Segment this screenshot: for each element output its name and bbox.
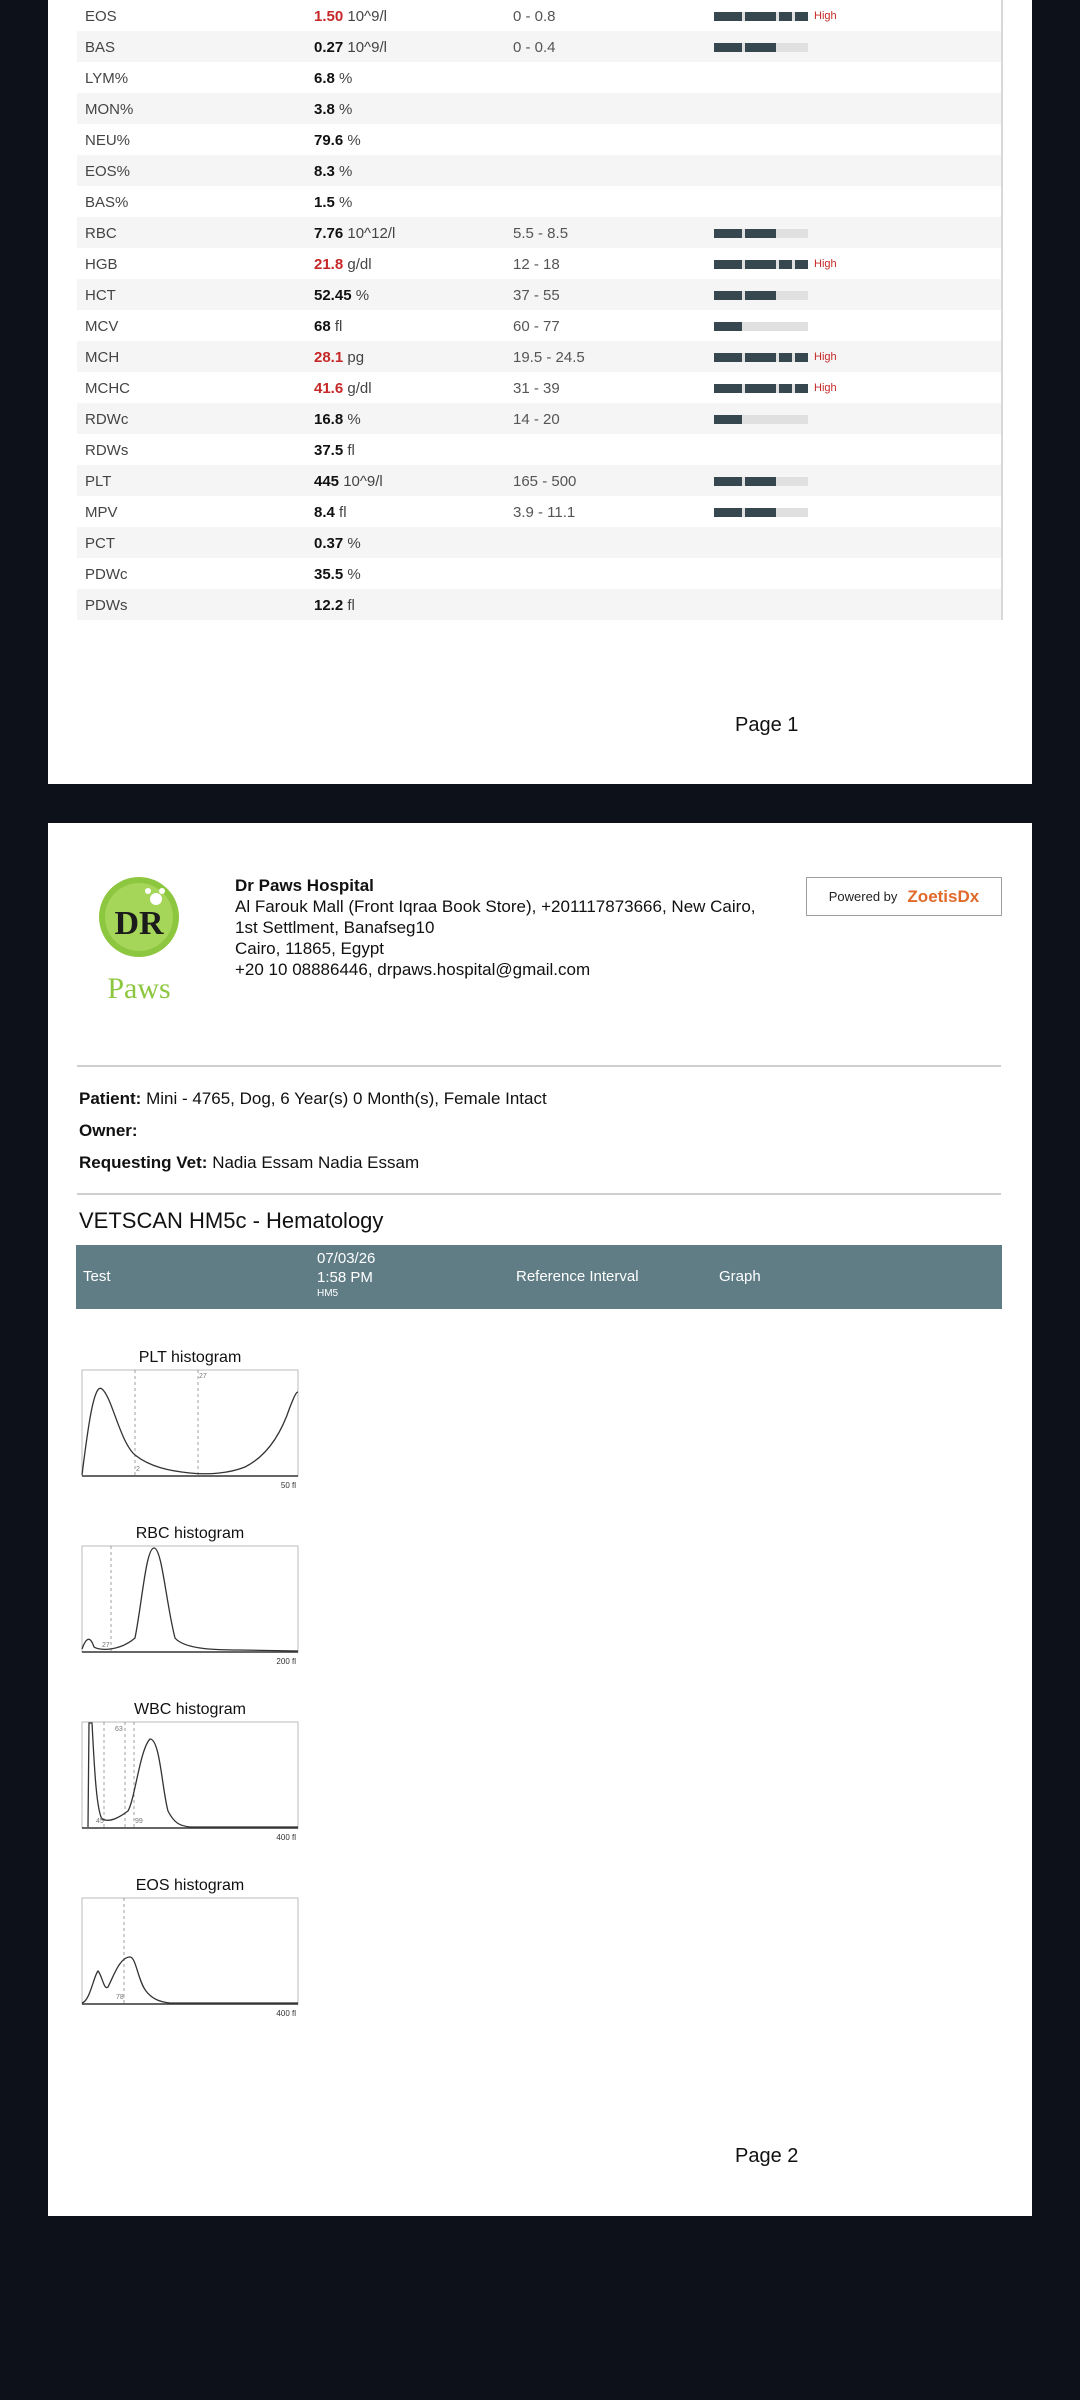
result-unit: %	[355, 287, 370, 304]
test-result	[314, 256, 372, 273]
test-result	[314, 411, 361, 428]
reference-interval: 60 - 77	[513, 318, 560, 335]
histogram-title: WBC histogram	[133, 1701, 247, 1718]
test-result	[314, 70, 352, 87]
range-graph-segment	[745, 477, 776, 486]
histogram-axis-label: 400 fl	[276, 1833, 296, 1842]
range-graph	[714, 12, 808, 21]
result-value: 8.3	[314, 163, 335, 180]
result-value: 41.6	[314, 380, 344, 397]
hospital-contact: +20 10 08886446, drpaws.hospital@gmail.com	[235, 960, 591, 979]
histogram-axis-label: 50 fl	[280, 1481, 296, 1490]
histogram-plot	[80, 1719, 300, 1849]
result-value: 68	[314, 318, 331, 335]
vet-value: Nadia Essam Nadia Essam	[212, 1153, 420, 1172]
result-unit: %	[347, 132, 361, 149]
result-unit: %	[339, 163, 353, 180]
reference-interval: 31 - 39	[513, 380, 560, 397]
range-graph-segment	[714, 229, 742, 238]
test-result	[314, 349, 364, 366]
result-unit: %	[339, 101, 353, 118]
powered-by-label: Powered by	[828, 889, 898, 904]
reference-interval: 165 - 500	[513, 473, 577, 490]
header-graph: Graph	[719, 1268, 761, 1285]
test-result	[314, 318, 342, 335]
owner-label: Owner:	[79, 1121, 138, 1140]
table-row	[77, 527, 1001, 558]
test-result	[314, 225, 395, 242]
result-unit: fl	[347, 442, 355, 459]
histogram-title: EOS histogram	[135, 1877, 245, 1894]
table-row	[77, 372, 1001, 403]
result-value: 3.8	[314, 101, 335, 118]
table-row	[77, 434, 1001, 465]
range-graph-segment	[714, 477, 742, 486]
reference-interval: 19.5 - 24.5	[513, 349, 585, 366]
result-value: 445	[314, 473, 340, 490]
histogram-marker: 63	[115, 1726, 123, 1733]
test-name: PDWc	[85, 566, 128, 583]
result-value: 79.6	[314, 132, 344, 149]
test-name: RDWc	[85, 411, 129, 428]
range-graph-segment	[714, 415, 742, 424]
range-graph	[714, 477, 808, 486]
histogram-marker: 27	[199, 1373, 207, 1380]
test-result	[314, 566, 361, 583]
histogram-axis-label: 200 fl	[276, 1657, 296, 1666]
reference-interval: 5.5 - 8.5	[513, 225, 569, 242]
range-graph	[714, 384, 808, 393]
table-row	[77, 217, 1001, 248]
powered-by-badge	[806, 877, 1002, 916]
logo-wordmark: Paws	[107, 972, 171, 1005]
range-graph-segment	[745, 260, 776, 269]
test-name: MCH	[85, 349, 120, 366]
histogram-marker: 99	[135, 1818, 143, 1825]
table-row	[77, 558, 1001, 589]
vet-line	[79, 1153, 419, 1173]
test-name: NEU%	[85, 132, 131, 149]
divider	[77, 1065, 1001, 1067]
test-result	[314, 473, 383, 490]
test-name: LYM%	[85, 70, 129, 87]
result-value: 16.8	[314, 411, 344, 428]
result-unit: %	[339, 194, 353, 211]
reference-interval: 3.9 - 11.1	[513, 504, 576, 521]
table-row	[77, 279, 1001, 310]
table-row	[77, 93, 1001, 124]
divider	[77, 1193, 1001, 1195]
result-unit: fl	[339, 504, 347, 521]
result-value: 0.37	[314, 535, 344, 552]
result-value: 8.4	[314, 504, 335, 521]
range-graph-segment	[779, 384, 792, 393]
logo-initials: DR	[114, 905, 164, 942]
test-name: EOS	[85, 8, 117, 25]
high-flag: High	[814, 258, 837, 270]
test-result	[314, 101, 352, 118]
result-value: 7.76	[314, 225, 344, 242]
result-value: 0.27	[314, 39, 344, 56]
table-row	[77, 465, 1001, 496]
patient-value: Mini - 4765, Dog, 6 Year(s) 0 Month(s), Female Intact	[146, 1089, 547, 1108]
test-result	[314, 39, 387, 56]
range-graph	[714, 353, 808, 362]
reference-interval: 37 - 55	[513, 287, 560, 304]
test-name: MPV	[85, 504, 118, 521]
test-name: HGB	[85, 256, 118, 273]
range-graph-segment	[714, 12, 742, 21]
histogram-plot	[80, 1895, 300, 2025]
range-graph	[714, 229, 808, 238]
test-name: HCT	[85, 287, 116, 304]
range-graph-segment	[714, 322, 742, 331]
result-unit: fl	[347, 597, 355, 614]
test-result	[314, 163, 352, 180]
page-number: Page 2	[735, 2145, 799, 2167]
table-row	[77, 62, 1001, 93]
range-graph-segment	[795, 260, 808, 269]
table-header	[76, 1245, 1002, 1309]
report-page-1	[48, 0, 1032, 784]
range-graph	[714, 508, 808, 517]
histogram-title: RBC histogram	[135, 1525, 245, 1542]
owner-line	[79, 1121, 138, 1141]
reference-interval: 14 - 20	[513, 411, 560, 428]
range-graph-segment	[779, 353, 792, 362]
test-result	[314, 8, 387, 25]
result-value: 6.8	[314, 70, 335, 87]
table-row	[77, 496, 1001, 527]
header-test: Test	[83, 1268, 111, 1285]
histogram-marker: 78	[116, 1994, 124, 2001]
histogram-plot	[80, 1367, 300, 1497]
range-graph	[714, 415, 808, 424]
range-graph	[714, 322, 808, 331]
result-value: 1.5	[314, 194, 335, 211]
range-graph-segment	[714, 43, 742, 52]
result-value: 1.50	[314, 8, 344, 25]
range-graph-segment	[795, 384, 808, 393]
patient-line	[79, 1089, 547, 1109]
test-name: PDWs	[85, 597, 128, 614]
result-unit: pg	[347, 349, 365, 366]
table-row	[77, 403, 1001, 434]
test-name: RBC	[85, 225, 117, 242]
range-graph-segment	[795, 12, 808, 21]
results-table	[77, 0, 1003, 620]
test-result	[314, 442, 355, 459]
zoetisdx-brand: ZoetisDx	[907, 886, 980, 906]
hospital-address-line1: Al Farouk Mall (Front Iqraa Book Store), +201117873666, New Cairo,	[235, 897, 756, 916]
range-graph	[714, 291, 808, 300]
histogram-marker: 2	[136, 1466, 140, 1473]
page-number: Page 1	[735, 714, 799, 736]
hospital-address-line2: 1st Settlment, Banafseg10	[235, 918, 435, 937]
test-result	[314, 194, 352, 211]
result-unit: %	[347, 535, 361, 552]
range-graph-segment	[745, 508, 776, 517]
histogram-marker: 27	[102, 1642, 110, 1649]
result-value: 12.2	[314, 597, 344, 614]
result-value: 28.1	[314, 349, 344, 366]
table-row	[77, 186, 1001, 217]
range-graph-segment	[714, 291, 742, 300]
range-graph-segment	[745, 353, 776, 362]
hospital-info	[235, 875, 756, 980]
test-result	[314, 535, 361, 552]
result-value: 21.8	[314, 256, 344, 273]
table-row	[77, 0, 1001, 31]
vet-label: Requesting Vet:	[79, 1153, 208, 1172]
table-row	[77, 589, 1001, 620]
table-row	[77, 31, 1001, 62]
result-unit: g/dl	[347, 256, 372, 273]
result-unit: g/dl	[347, 380, 372, 397]
reference-interval: 12 - 18	[513, 256, 560, 273]
range-graph-segment	[745, 43, 776, 52]
test-name: PLT	[85, 473, 112, 490]
result-unit: %	[347, 566, 361, 583]
table-row	[77, 310, 1001, 341]
range-graph	[714, 260, 808, 269]
histogram-marker: 45	[96, 1818, 104, 1825]
range-graph-segment	[779, 260, 792, 269]
table-row	[77, 248, 1001, 279]
result-value: 52.45	[314, 287, 352, 304]
histogram-plot	[80, 1543, 300, 1673]
reference-interval: 0 - 0.8	[513, 8, 556, 25]
result-unit: 10^12/l	[347, 225, 396, 242]
section-title: VETSCAN HM5c - Hematology	[79, 1208, 384, 1233]
test-result	[314, 504, 347, 521]
header-device: HM5	[317, 1288, 339, 1299]
high-flag: High	[814, 351, 837, 363]
range-graph-segment	[714, 508, 742, 517]
table-row	[77, 341, 1001, 372]
test-name: MCHC	[85, 380, 130, 397]
range-graph-segment	[745, 229, 776, 238]
high-flag: High	[814, 382, 837, 394]
result-value: 37.5	[314, 442, 344, 459]
header-time: 1:58 PM	[317, 1269, 373, 1286]
report-page-2	[48, 823, 1032, 2216]
result-unit: 10^9/l	[343, 473, 383, 490]
test-name: EOS%	[85, 163, 131, 180]
histogram-title: PLT histogram	[138, 1349, 242, 1366]
result-unit: fl	[334, 318, 343, 335]
test-name: MCV	[85, 318, 119, 335]
result-unit: 10^9/l	[347, 8, 387, 25]
range-graph	[714, 43, 808, 52]
test-name: RDWs	[85, 442, 129, 459]
patient-label: Patient:	[79, 1089, 142, 1108]
reference-interval: 0 - 0.4	[513, 39, 556, 56]
range-graph-segment	[714, 384, 742, 393]
header-date: 07/03/26	[317, 1250, 376, 1267]
high-flag: High	[814, 10, 837, 22]
test-name: PCT	[85, 535, 115, 552]
range-graph-segment	[745, 12, 776, 21]
range-graph-segment	[745, 291, 776, 300]
test-name: MON%	[85, 101, 134, 118]
range-graph-segment	[714, 353, 742, 362]
hospital-address-line3: Cairo, 11865, Egypt	[235, 939, 384, 958]
range-graph-segment	[745, 384, 776, 393]
range-graph-segment	[714, 260, 742, 269]
histogram-axis-label: 400 fl	[276, 2009, 296, 2018]
test-name: BAS	[85, 39, 116, 56]
range-graph-segment	[779, 12, 792, 21]
result-unit: 10^9/l	[347, 39, 387, 56]
dr-paws-logo	[94, 877, 184, 1007]
table-row	[77, 155, 1001, 186]
test-result	[314, 597, 355, 614]
header-reference: Reference Interval	[516, 1268, 639, 1285]
test-result	[314, 132, 361, 149]
table-row	[77, 124, 1001, 155]
result-value: 35.5	[314, 566, 344, 583]
test-result	[314, 380, 372, 397]
range-graph-segment	[795, 353, 808, 362]
test-result	[314, 287, 369, 304]
result-unit: %	[339, 70, 353, 87]
test-name: BAS%	[85, 194, 129, 211]
hospital-name: Dr Paws Hospital	[235, 876, 374, 895]
result-unit: %	[347, 411, 361, 428]
